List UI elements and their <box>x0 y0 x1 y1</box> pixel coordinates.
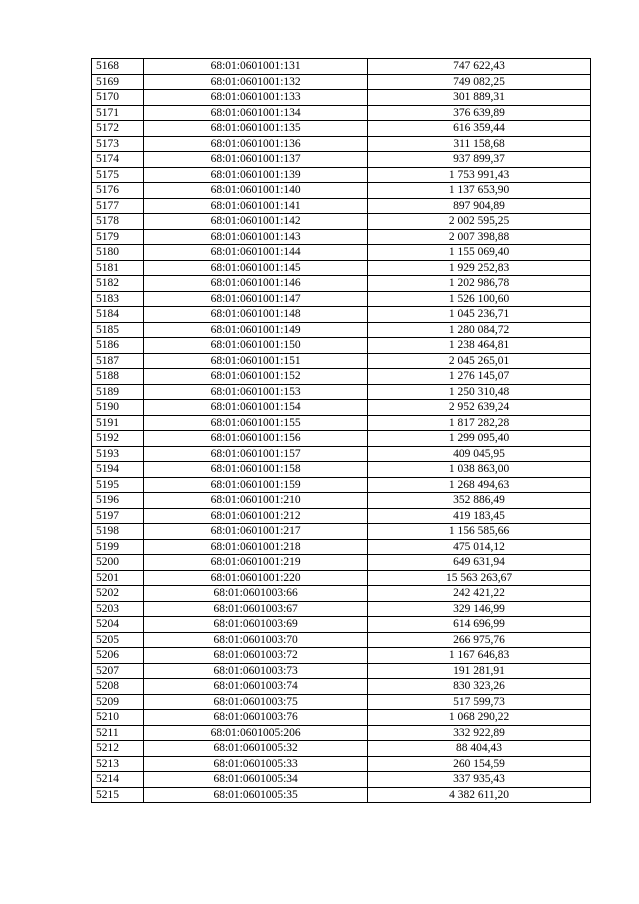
cadastral-number-cell: 68:01:0601005:33 <box>144 756 368 772</box>
row-number-cell: 5178 <box>92 214 144 230</box>
row-number-cell: 5195 <box>92 477 144 493</box>
table-row <box>92 291 591 307</box>
row-number-cell: 5200 <box>92 555 144 571</box>
cadastral-number-cell: 68:01:0601003:76 <box>144 710 368 726</box>
table-row <box>92 167 591 183</box>
cadastral-number-cell: 68:01:0601001:145 <box>144 260 368 276</box>
cadastral-number-cell: 68:01:0601001:136 <box>144 136 368 152</box>
cadastral-number-cell: 68:01:0601001:149 <box>144 322 368 338</box>
cadastral-value-cell: 1 155 069,40 <box>368 245 591 261</box>
cadastral-value-cell: 409 045,95 <box>368 446 591 462</box>
table-body <box>92 59 591 803</box>
table-row <box>92 353 591 369</box>
table-row <box>92 648 591 664</box>
cadastral-value-cell: 15 563 263,67 <box>368 570 591 586</box>
cadastral-number-cell: 68:01:0601001:146 <box>144 276 368 292</box>
row-number-cell: 5171 <box>92 105 144 121</box>
table-row <box>92 338 591 354</box>
cadastral-value-cell: 1 299 095,40 <box>368 431 591 447</box>
row-number-cell: 5175 <box>92 167 144 183</box>
cadastral-value-cell: 88 404,43 <box>368 741 591 757</box>
table-row <box>92 152 591 168</box>
cadastral-value-cell: 1 238 464,81 <box>368 338 591 354</box>
cadastral-number-cell: 68:01:0601005:32 <box>144 741 368 757</box>
cadastral-value-cell: 475 014,12 <box>368 539 591 555</box>
row-number-cell: 5179 <box>92 229 144 245</box>
cadastral-number-cell: 68:01:0601001:210 <box>144 493 368 509</box>
row-number-cell: 5184 <box>92 307 144 323</box>
row-number-cell: 5204 <box>92 617 144 633</box>
table-row <box>92 136 591 152</box>
cadastral-number-cell: 68:01:0601001:148 <box>144 307 368 323</box>
table-row <box>92 229 591 245</box>
cadastral-value-cell: 830 323,26 <box>368 679 591 695</box>
table-row <box>92 601 591 617</box>
cadastral-value-cell: 337 935,43 <box>368 772 591 788</box>
row-number-cell: 5191 <box>92 415 144 431</box>
cadastral-value-cell: 1 817 282,28 <box>368 415 591 431</box>
cadastral-value-cell: 329 146,99 <box>368 601 591 617</box>
row-number-cell: 5210 <box>92 710 144 726</box>
row-number-cell: 5207 <box>92 663 144 679</box>
table-row <box>92 508 591 524</box>
cadastral-number-cell: 68:01:0601001:152 <box>144 369 368 385</box>
cadastral-value-cell: 311 158,68 <box>368 136 591 152</box>
table-row <box>92 322 591 338</box>
cadastral-value-cell: 1 276 145,07 <box>368 369 591 385</box>
cadastral-value-cell: 1 202 986,78 <box>368 276 591 292</box>
table-row <box>92 214 591 230</box>
row-number-cell: 5169 <box>92 74 144 90</box>
row-number-cell: 5181 <box>92 260 144 276</box>
row-number-cell: 5211 <box>92 725 144 741</box>
row-number-cell: 5189 <box>92 384 144 400</box>
cadastral-value-cell: 1 929 252,83 <box>368 260 591 276</box>
cadastral-number-cell: 68:01:0601001:133 <box>144 90 368 106</box>
row-number-cell: 5208 <box>92 679 144 695</box>
row-number-cell: 5174 <box>92 152 144 168</box>
cadastral-value-cell: 517 599,73 <box>368 694 591 710</box>
cadastral-number-cell: 68:01:0601001:147 <box>144 291 368 307</box>
row-number-cell: 5206 <box>92 648 144 664</box>
row-number-cell: 5188 <box>92 369 144 385</box>
table-row <box>92 384 591 400</box>
row-number-cell: 5177 <box>92 198 144 214</box>
cadastral-number-cell: 68:01:0601001:220 <box>144 570 368 586</box>
cadastral-value-table <box>91 58 591 803</box>
cadastral-number-cell: 68:01:0601001:141 <box>144 198 368 214</box>
cadastral-number-cell: 68:01:0601001:142 <box>144 214 368 230</box>
table-row <box>92 90 591 106</box>
cadastral-value-cell: 191 281,91 <box>368 663 591 679</box>
cadastral-number-cell: 68:01:0601001:140 <box>144 183 368 199</box>
cadastral-value-cell: 614 696,99 <box>368 617 591 633</box>
cadastral-number-cell: 68:01:0601001:157 <box>144 446 368 462</box>
cadastral-value-cell: 937 899,37 <box>368 152 591 168</box>
table-row <box>92 741 591 757</box>
row-number-cell: 5197 <box>92 508 144 524</box>
table-row <box>92 710 591 726</box>
table-row <box>92 245 591 261</box>
table-row <box>92 555 591 571</box>
cadastral-number-cell: 68:01:0601003:67 <box>144 601 368 617</box>
table-row <box>92 477 591 493</box>
cadastral-value-cell: 749 082,25 <box>368 74 591 90</box>
cadastral-value-cell: 649 631,94 <box>368 555 591 571</box>
table-row <box>92 787 591 803</box>
cadastral-value-cell: 352 886,49 <box>368 493 591 509</box>
table-row <box>92 446 591 462</box>
cadastral-value-cell: 1 068 290,22 <box>368 710 591 726</box>
cadastral-number-cell: 68:01:0601001:151 <box>144 353 368 369</box>
cadastral-value-cell: 1 268 494,63 <box>368 477 591 493</box>
row-number-cell: 5209 <box>92 694 144 710</box>
cadastral-number-cell: 68:01:0601003:66 <box>144 586 368 602</box>
cadastral-number-cell: 68:01:0601001:159 <box>144 477 368 493</box>
table-row <box>92 570 591 586</box>
cadastral-number-cell: 68:01:0601001:137 <box>144 152 368 168</box>
cadastral-value-cell: 1 526 100,60 <box>368 291 591 307</box>
table-row <box>92 586 591 602</box>
cadastral-value-cell: 1 167 646,83 <box>368 648 591 664</box>
row-number-cell: 5202 <box>92 586 144 602</box>
cadastral-value-cell: 260 154,59 <box>368 756 591 772</box>
row-number-cell: 5212 <box>92 741 144 757</box>
cadastral-value-cell: 1 250 310,48 <box>368 384 591 400</box>
row-number-cell: 5185 <box>92 322 144 338</box>
cadastral-number-cell: 68:01:0601001:154 <box>144 400 368 416</box>
table-row <box>92 307 591 323</box>
table-row <box>92 493 591 509</box>
table-row <box>92 431 591 447</box>
table-row <box>92 415 591 431</box>
row-number-cell: 5172 <box>92 121 144 137</box>
row-number-cell: 5168 <box>92 59 144 75</box>
cadastral-value-cell: 897 904,89 <box>368 198 591 214</box>
cadastral-number-cell: 68:01:0601001:217 <box>144 524 368 540</box>
cadastral-value-cell: 1 045 236,71 <box>368 307 591 323</box>
row-number-cell: 5186 <box>92 338 144 354</box>
cadastral-number-cell: 68:01:0601001:144 <box>144 245 368 261</box>
table-row <box>92 400 591 416</box>
cadastral-number-cell: 68:01:0601001:143 <box>144 229 368 245</box>
row-number-cell: 5194 <box>92 462 144 478</box>
cadastral-number-cell: 68:01:0601005:34 <box>144 772 368 788</box>
cadastral-number-cell: 68:01:0601001:139 <box>144 167 368 183</box>
table-row <box>92 679 591 695</box>
table-row <box>92 260 591 276</box>
table-row <box>92 276 591 292</box>
cadastral-number-cell: 68:01:0601001:219 <box>144 555 368 571</box>
cadastral-number-cell: 68:01:0601003:69 <box>144 617 368 633</box>
cadastral-value-cell: 419 183,45 <box>368 508 591 524</box>
cadastral-number-cell: 68:01:0601001:135 <box>144 121 368 137</box>
cadastral-value-cell: 2 002 595,25 <box>368 214 591 230</box>
row-number-cell: 5196 <box>92 493 144 509</box>
row-number-cell: 5201 <box>92 570 144 586</box>
cadastral-value-cell: 1 280 084,72 <box>368 322 591 338</box>
cadastral-number-cell: 68:01:0601001:131 <box>144 59 368 75</box>
row-number-cell: 5203 <box>92 601 144 617</box>
cadastral-value-cell: 2 952 639,24 <box>368 400 591 416</box>
cadastral-number-cell: 68:01:0601003:74 <box>144 679 368 695</box>
row-number-cell: 5180 <box>92 245 144 261</box>
cadastral-value-cell: 1 137 653,90 <box>368 183 591 199</box>
row-number-cell: 5170 <box>92 90 144 106</box>
cadastral-number-cell: 68:01:0601001:158 <box>144 462 368 478</box>
cadastral-value-cell: 2 045 265,01 <box>368 353 591 369</box>
row-number-cell: 5213 <box>92 756 144 772</box>
row-number-cell: 5187 <box>92 353 144 369</box>
table-row <box>92 183 591 199</box>
table-row <box>92 539 591 555</box>
cadastral-number-cell: 68:01:0601005:35 <box>144 787 368 803</box>
cadastral-number-cell: 68:01:0601003:73 <box>144 663 368 679</box>
cadastral-number-cell: 68:01:0601001:218 <box>144 539 368 555</box>
table-row <box>92 74 591 90</box>
cadastral-number-cell: 68:01:0601001:155 <box>144 415 368 431</box>
table-row <box>92 617 591 633</box>
row-number-cell: 5205 <box>92 632 144 648</box>
cadastral-value-cell: 2 007 398,88 <box>368 229 591 245</box>
table-row <box>92 725 591 741</box>
cadastral-number-cell: 68:01:0601005:206 <box>144 725 368 741</box>
table-row <box>92 772 591 788</box>
row-number-cell: 5192 <box>92 431 144 447</box>
cadastral-value-cell: 301 889,31 <box>368 90 591 106</box>
row-number-cell: 5193 <box>92 446 144 462</box>
cadastral-number-cell: 68:01:0601003:75 <box>144 694 368 710</box>
row-number-cell: 5183 <box>92 291 144 307</box>
cadastral-value-cell: 747 622,43 <box>368 59 591 75</box>
cadastral-value-cell: 376 639,89 <box>368 105 591 121</box>
cadastral-value-cell: 332 922,89 <box>368 725 591 741</box>
cadastral-number-cell: 68:01:0601001:132 <box>144 74 368 90</box>
row-number-cell: 5190 <box>92 400 144 416</box>
cadastral-number-cell: 68:01:0601001:156 <box>144 431 368 447</box>
cadastral-number-cell: 68:01:0601001:134 <box>144 105 368 121</box>
row-number-cell: 5214 <box>92 772 144 788</box>
cadastral-value-cell: 266 975,76 <box>368 632 591 648</box>
table-row <box>92 756 591 772</box>
table-row <box>92 462 591 478</box>
cadastral-value-cell: 1 156 585,66 <box>368 524 591 540</box>
cadastral-value-cell: 616 359,44 <box>368 121 591 137</box>
table-row <box>92 121 591 137</box>
table-row <box>92 59 591 75</box>
table-row <box>92 369 591 385</box>
row-number-cell: 5199 <box>92 539 144 555</box>
table-row <box>92 694 591 710</box>
row-number-cell: 5215 <box>92 787 144 803</box>
row-number-cell: 5173 <box>92 136 144 152</box>
table-row <box>92 524 591 540</box>
cadastral-value-cell: 1 753 991,43 <box>368 167 591 183</box>
table-row <box>92 632 591 648</box>
row-number-cell: 5182 <box>92 276 144 292</box>
cadastral-number-cell: 68:01:0601001:150 <box>144 338 368 354</box>
cadastral-value-cell: 4 382 611,20 <box>368 787 591 803</box>
row-number-cell: 5176 <box>92 183 144 199</box>
cadastral-number-cell: 68:01:0601001:153 <box>144 384 368 400</box>
table-row <box>92 663 591 679</box>
cadastral-number-cell: 68:01:0601001:212 <box>144 508 368 524</box>
table-row <box>92 105 591 121</box>
table-row <box>92 198 591 214</box>
cadastral-value-cell: 242 421,22 <box>368 586 591 602</box>
cadastral-value-cell: 1 038 863,00 <box>368 462 591 478</box>
row-number-cell: 5198 <box>92 524 144 540</box>
cadastral-number-cell: 68:01:0601003:72 <box>144 648 368 664</box>
cadastral-number-cell: 68:01:0601003:70 <box>144 632 368 648</box>
